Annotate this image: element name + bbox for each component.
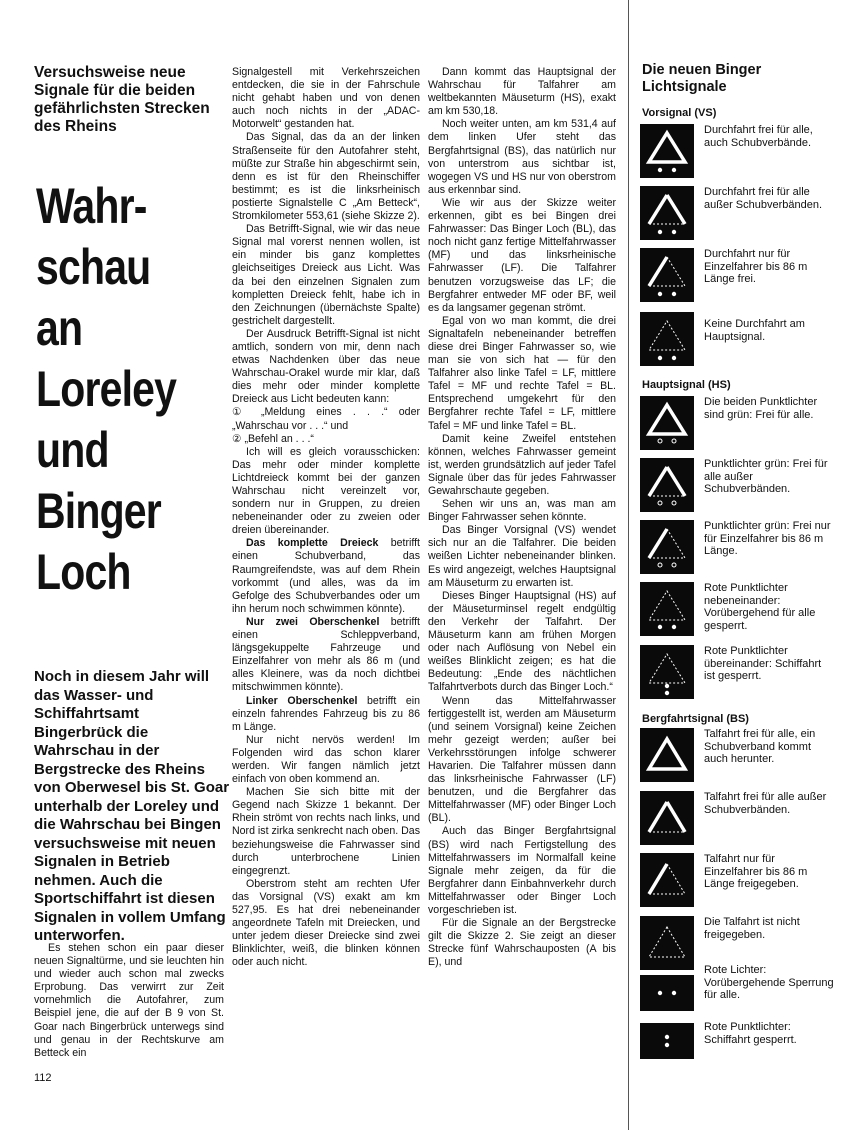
signal-entry xyxy=(640,645,834,699)
vs-heading: Vorsignal (VS) xyxy=(642,107,717,119)
paragraph: Wie wir aus der Skizze weiter erkennen, gibt es bei Bingen drei Fahrwasser: Das Binger Loch (BL), das noch nicht ganz fertige Mittelfahrwasser (MF) und das linksrheinische Fahrwasser (LF). Die Talfahrer benutzen vorzugsweise das LF; die Bergfahrer entweder MF oder BF, weil es da langsamer gegenan strömt. xyxy=(428,196,616,314)
signal-red-stacked-icon xyxy=(640,1023,694,1059)
signal-entry xyxy=(640,186,834,240)
signal-two-legs-icon xyxy=(640,186,694,240)
signal-entry xyxy=(640,248,834,302)
signal-entry xyxy=(640,124,834,178)
run-in-heading: Nur zwei Oberschenkel xyxy=(246,615,380,628)
paragraph: Das Signal, das da an der linken Straßenseite für den Autofahrer steht, müßte zur Straße hin abgeschirmt sein, denn es ist für den Rheinschiffer bestimmt; es ist die linksrheinisch postierte Signalstelle C „Am Betteck“, Stromkilometer 553,61 (siehe Skizze 2). xyxy=(232,131,420,223)
signal-description: Punktlichter grün: Frei nur für Einzelfahrer bis 86 m Länge. xyxy=(704,520,831,557)
signal-dashed-triangle-icon xyxy=(640,916,694,970)
article-deck: Versuchsweise neue Signale für die beiden gefährlichsten Strecken des Rheins xyxy=(34,64,210,135)
article-title xyxy=(36,176,192,603)
signal-left-leg-icon xyxy=(640,248,694,302)
paragraph: Machen Sie sich bitte mit der Gegend nach Skizze 1 bekannt. Der Rhein strömt von rechts nach links, und Nord ist zirka senkrecht nach oben. Das beziehungsweise die Fahrwasser sind durch unterbrochene Linien eingegrenzt. xyxy=(232,786,420,877)
sidebar xyxy=(640,62,840,110)
signal-description: Rote Punktlichter: Schiffahrt gesperrt. xyxy=(704,1021,797,1046)
paragraph: Wenn das Mittelfahrwasser fertiggestellt ist, werden am Mäuseturm (und seinem Vorsignal) keine Zeichen mehr gezeigt werden; außer bei Verkehrsstörungen infolge schwerer Havarien. Die Talfahrer müssen dann das linksrheinische Fahrwasser (LF) benutzen, und die Bergfahrer das Mittelfahrwasser (MF) oder Binger Loch (BL). xyxy=(428,694,616,825)
paragraph: Signalgestell mit Verkehrszeichen entdecken, die sie in der Fahrschule nicht gehabt haben und von denen auch noch nichts in der „ADAC-Motorwelt“ gestanden hat. xyxy=(232,66,420,131)
paragraph: Noch weiter unten, am km 531,4 auf dem linken Ufer steht das Bergfahrtsignal (BS), das natürlich nur von unterstrom aus sichtbar ist, wogegen VS und HS nur von oberstrom aus erkennbar sind. xyxy=(428,118,616,196)
paragraph: Der Ausdruck Betrifft-Signal ist nicht amtlich, sondern von mir, denn nach etwas Nachdenken über das neue Wahrschau-Orakel wurde mir klar, daß dies mehr oder minder komplette Dreieck aus Licht bedeuten kann: xyxy=(232,327,420,406)
title-line: und xyxy=(36,422,109,478)
signal-entry xyxy=(640,582,834,636)
signal-entry xyxy=(640,964,834,1011)
signal-description: Durchfahrt frei für alle außer Schubverbänden. xyxy=(704,186,823,211)
run-in-heading: Linker Oberschenkel xyxy=(246,694,358,707)
signal-dashed-triangle-icon xyxy=(640,312,694,366)
signal-description: Keine Durchfahrt am Hauptsignal. xyxy=(704,318,805,343)
signal-description: Rote Lichter: Vorübergehende Sperrung für alle. xyxy=(704,964,834,1001)
paragraph: Es stehen schon ein paar dieser neuen Signaltürme, und sie leuchten hin und wieder auch schon mal zwecks Erprobung. Das verwirrt zur Zeit vornehmlich die Autofahrer, zum Beispiel jene, die auf der B 9 von St. Goar nach Bingerbrück unterwegs sind und genau in der Rechtskurve am Betteck ein xyxy=(34,942,224,1059)
signal-red-side-by-side-icon xyxy=(640,582,694,636)
signal-description: Talfahrt frei für alle außer Schubverbänden. xyxy=(704,791,827,816)
signal-description: Die beiden Punktlichter sind grün: Frei für alle. xyxy=(704,396,818,421)
signal-two-legs-icon xyxy=(640,791,694,845)
column-divider xyxy=(628,0,629,1130)
signal-two-legs-icon xyxy=(640,458,694,512)
signal-red-stacked-icon xyxy=(640,645,694,699)
paragraph: Sehen wir uns an, was man am Binger Fahrwasser sehen könnte. xyxy=(428,498,616,524)
signal-entry xyxy=(640,1023,834,1059)
title-line: Loch xyxy=(36,544,131,600)
signal-description: Durchfahrt frei für alle, auch Schubverbände. xyxy=(704,124,813,149)
title-line: an xyxy=(36,300,83,356)
signal-entry xyxy=(640,312,834,366)
title-line: schau xyxy=(36,239,151,295)
signal-full-triangle-icon xyxy=(640,124,694,178)
text-column-3 xyxy=(428,66,616,969)
signal-description: Talfahrt nur für Einzelfahrer bis 86 m Länge freigegeben. xyxy=(704,853,808,890)
text-column-2 xyxy=(232,66,420,969)
paragraph: Egal von wo man kommt, die drei Signaltafeln nebeneinander betreffen diese drei Binger Fahrwasser so, wie man sie von sich hat — für den Talfahrer also linke Tafel = LF, mittlere Tafel = MF und rechte Tafel = BL. Entsprechend umgekehrt für den Bergfahrer rechte Tafel = LF, mittlere Tafel = MF und linke Tafel = BL. xyxy=(428,314,616,432)
signal-description: Punktlichter grün: Frei für alle außer Schubverbänden. xyxy=(704,458,828,495)
page-number: 112 xyxy=(34,1072,52,1084)
paragraph: ① „Meldung eines . . .“ oder „Wahrschau vor . . .“ und xyxy=(232,406,420,432)
signal-left-leg-icon xyxy=(640,853,694,907)
signal-left-leg-icon xyxy=(640,520,694,574)
signal-entry xyxy=(640,520,834,574)
title-line: Binger xyxy=(36,483,161,539)
paragraph: Oberstrom steht am rechten Ufer das Vorsignal (VS) exakt am km 527,95. Es hat drei nebeneinander angeordnete Tafeln mit Dreiecken, und unter jedem dieser Dreiecke sind zwei Blinklichter, weiß, die blinken können oder auch nicht. xyxy=(232,877,420,969)
signal-entry xyxy=(640,396,834,450)
signal-description: Rote Punktlichter nebeneinander: Vorübergehend für alle gesperrt. xyxy=(704,582,816,632)
paragraph: Das komplette Dreieck betrifft einen Schubverband, das Raumgreifendste, was auf dem Rhein vorkommt (und alles, was da im Gefolge des Schubverbandes oder um ihn herum noch schwimmen könnte). xyxy=(232,537,420,615)
paragraph: Nur zwei Oberschenkel betrifft einen Schleppverband, längsgekuppelte Fahrzeuge und Einzelfahrer von mehr als 86 m (und alles Kleinere, was da noch dichtbei mitschwimmen könnte). xyxy=(232,615,420,694)
title-line: Loreley xyxy=(36,361,177,417)
signal-full-triangle-icon xyxy=(640,396,694,450)
paragraph: ② „Befehl an . . .“ xyxy=(232,432,314,445)
signal-full-triangle-icon xyxy=(640,728,694,782)
paragraph: Das Binger Vorsignal (VS) wendet sich nur an die Talfahrer. Die beiden weißen Lichter nebeneinander blinken. Es wird angezeigt, welches Hauptsignal am Mäuseturm zu erwarten ist. xyxy=(428,524,616,589)
signal-entry xyxy=(640,728,834,782)
text-column-1 xyxy=(34,942,224,1060)
paragraph: Ich will es gleich vorausschicken: Das mehr oder minder komplette Lichtdreieck kommt bei der ganzen Wahrschau nicht vereinzelt vor, sondern nur in Gruppen, zu dreien nebeneinander oder zu zweien oder dreien übereinander. xyxy=(232,445,420,537)
bs-heading: Bergfahrtsignal (BS) xyxy=(642,713,749,725)
title-line: Wahr- xyxy=(36,178,147,234)
signal-description: Rote Punktlichter übereinander: Schiffahrt ist gesperrt. xyxy=(704,645,822,682)
signal-entry xyxy=(640,791,834,845)
signal-entry xyxy=(640,853,834,907)
paragraph: Dann kommt das Hauptsignal der Wahrschau für Talfahrer am weltbekannten Mäuseturm (HS), exakt am km 530,18. xyxy=(428,66,616,118)
paragraph: Damit keine Zweifel entstehen können, welches Fahrwasser gemeint ist, werden grundsätzlich auf jeder Tafel Signale über das für jedes Fahrwasser Gewahrschaute gegeben. xyxy=(428,432,616,497)
article-lead: Noch in diesem Jahr will das Wasser- und Schiffahrtsamt Bingerbrück die Wahrschau in der Bergstrecke des Rheins von Oberwesel bis St. Goar unterhalb der Loreley und die Wahrschau bei Bingen versuchsweise mit neuen Signalen in Betrieb nehmen. Auch die Sportschiffahrt ist diesen Signalen in vollem Umfang unterworfen. xyxy=(34,668,230,944)
paragraph: Nur nicht nervös werden! Im Folgenden wird das schon klarer werden. Wir fangen nämlich jetzt einfach von oben kommend an. xyxy=(232,733,420,786)
paragraph: Das Betrifft-Signal, wie wir das neue Signal mal vorerst nennen wollen, ist ein minder bis ganz komplettes gleichseitiges Dreieck aus Licht. Was da bei den einzelnen Signalen zum kompletten Dreieck fehlt, habe ich in den Zeichnungen (übernächste Spalte) gestrichelt dargestellt. xyxy=(232,223,420,327)
signal-entry xyxy=(640,458,834,512)
hs-heading: Hauptsignal (HS) xyxy=(642,379,731,391)
signal-description: Talfahrt frei für alle, ein Schubverband kommt auch herunter. xyxy=(704,728,816,765)
signal-red-side-by-side-icon xyxy=(640,975,694,1011)
sidebar-title: Die neuen Binger Lichtsignale xyxy=(642,62,762,95)
run-in-heading: Das komplette Dreieck xyxy=(246,537,379,550)
signal-entry xyxy=(640,916,834,970)
signal-description: Die Talfahrt ist nicht freigegeben. xyxy=(704,916,800,941)
signal-description: Durchfahrt nur für Einzelfahrer bis 86 m Länge frei. xyxy=(704,248,808,285)
paragraph: Linker Oberschenkel betrifft ein einzeln fahrendes Fahrzeug bis zu 86 m Länge. xyxy=(232,694,420,733)
paragraph: Dieses Binger Hauptsignal (HS) auf der Mäuseturminsel regelt endgültig den Verkehr der Talfahrt. Der Mäuseturm kann am frühen Morgen oder nach Auflösung von Nebel ein weißes Blinklicht zeigen; es hat die Bedeutung: „Ende des nächtlichen Talfahrtverbots durch das Binger Loch.“ xyxy=(428,589,616,694)
paragraph: Auch das Binger Bergfahrtsignal (BS) wird nach Fertigstellung des Mittelfahrwassers im Normalfall keine Signale mehr zeigen, da für die Bergfahrer dann Einbahnverkehr durch Mittelfahrwasser oder Binger Loch vorgeschrieben ist. xyxy=(428,825,616,916)
paragraph: Für die Signale an der Bergstrecke gilt die Skizze 2. Sie zeigt an dieser Strecke fünf Wahrschauposten (A bis E), und xyxy=(428,917,616,969)
